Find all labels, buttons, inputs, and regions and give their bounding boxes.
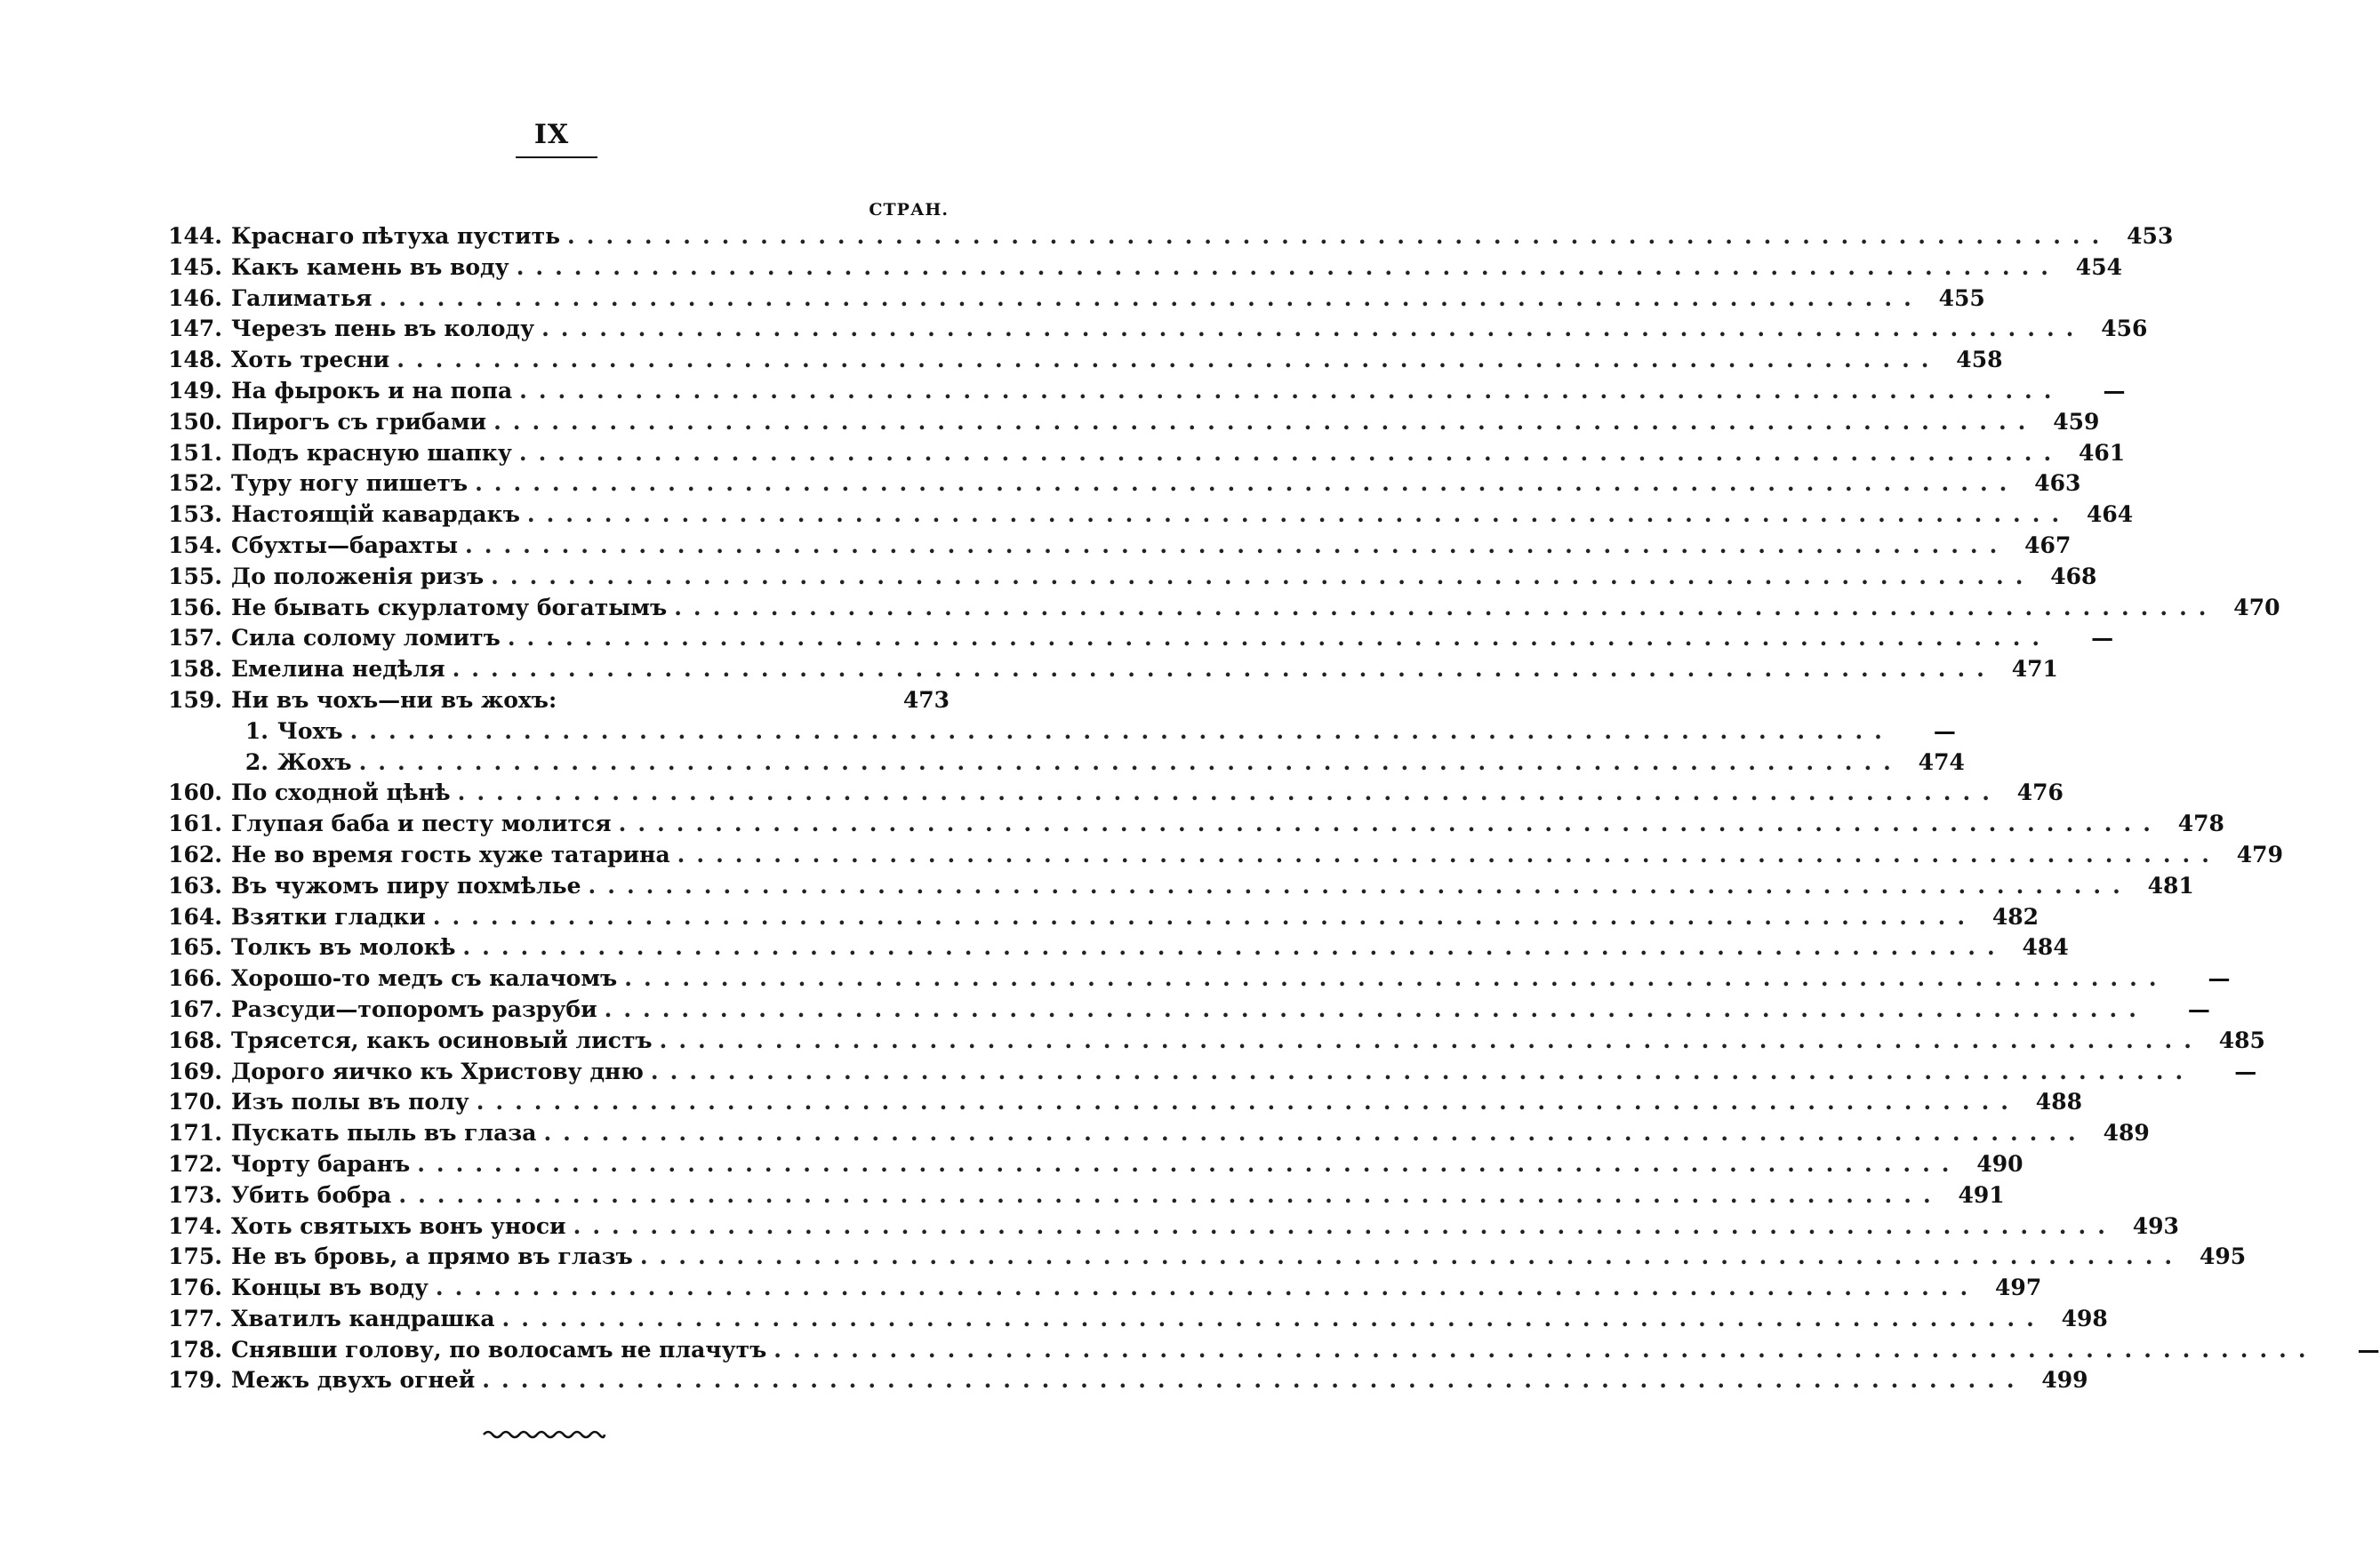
toc-subentry-159-2 (160, 748, 1965, 779)
toc-entry-155 (160, 562, 2097, 593)
entry-number: 149. (168, 377, 222, 404)
dot-leader: ................................................................................ (435, 1275, 1980, 1301)
toc-entry-178 (160, 1335, 2380, 1366)
toc-entry-166 (160, 963, 2231, 995)
toc-entry-156 (160, 593, 2280, 624)
entry-number: 145. (168, 253, 222, 280)
entry-title: Емелина недѣля (231, 656, 445, 683)
entry-number: 1. (244, 717, 268, 744)
entry-title: Пускать пыль въ глаза (231, 1120, 537, 1147)
entry-number: 151. (168, 439, 222, 466)
dot-leader: ................................................................................ (349, 717, 1894, 744)
entry-page: 459 (2053, 408, 2100, 435)
toc-entry-176 (160, 1273, 2042, 1304)
entry-title: Хоть тресни (231, 347, 390, 373)
entry-title: Не во время гость хуже татарина (231, 841, 670, 867)
dot-leader: ................................................................................ (398, 1181, 1943, 1208)
toc-subentry-159-1 (160, 716, 1956, 748)
dot-leader: ................................................................................ (507, 625, 2052, 652)
entry-number: 171. (168, 1120, 222, 1147)
entry-page: 456 (2101, 316, 2148, 342)
entry-number: 174. (168, 1212, 222, 1239)
entry-number: 175. (168, 1243, 222, 1270)
entry-number: 165. (168, 934, 222, 961)
entry-number: 154. (168, 532, 222, 558)
page-column-label: СТРАН. (869, 200, 949, 220)
entry-page: 470 (2233, 594, 2280, 620)
entry-title: Толкъ въ молокѣ (231, 934, 456, 961)
entry-title: На фырокъ и на попа (231, 377, 513, 404)
entry-number: 161. (168, 811, 222, 837)
wavy-ornament-icon (482, 1426, 606, 1443)
entry-page: 497 (1995, 1275, 2042, 1301)
entry-page: 491 (1958, 1181, 2005, 1208)
entry-title: Убить бобра (231, 1181, 392, 1208)
toc-entry-149 (160, 376, 2126, 407)
entry-title: Снявши голову, по волосамъ не плачутъ (231, 1336, 767, 1363)
entry-number: 179. (168, 1367, 222, 1394)
dot-leader: ................................................................................ (491, 563, 2035, 589)
toc-entry-174 (160, 1211, 2179, 1243)
entry-page: — (2357, 1336, 2380, 1363)
entry-title: Разсуди—топоромъ разруби (231, 995, 597, 1022)
entry-page: 468 (2050, 563, 2097, 589)
entry-page: 495 (2199, 1243, 2247, 1270)
entry-title: Не бывать скурлатому богатымъ (231, 594, 668, 620)
entry-title: До положенія ризъ (231, 563, 485, 589)
entry-page: 463 (2034, 470, 2081, 497)
dot-leader: ................................................................................ (639, 1243, 2184, 1270)
dot-leader: ................................................................................ (417, 1150, 1961, 1177)
dot-leader: ................................................................................ (519, 377, 2063, 404)
entry-title: Настоящій кавардакъ (231, 501, 520, 528)
entry-page: 479 (2236, 841, 2283, 867)
entry-number: 146. (168, 284, 222, 311)
toc-entry-145 (160, 252, 2122, 284)
dot-leader: ................................................................................ (358, 748, 1903, 775)
entry-title: Хоть святыхъ вонъ уноси (231, 1212, 566, 1239)
dot-leader: ................................................................................ (493, 408, 2038, 435)
entry-title: Хватилъ кандрашка (231, 1305, 495, 1331)
entry-page: 489 (2103, 1120, 2150, 1147)
entry-number: 164. (168, 903, 222, 930)
entry-title: Дорого яичко къ Христову дню (231, 1058, 644, 1084)
entry-page: 485 (2218, 1027, 2265, 1053)
dot-leader: ................................................................................ (624, 965, 2168, 992)
dot-leader: ................................................................................ (677, 841, 2221, 867)
dot-leader: ................................................................................ (462, 934, 2007, 961)
entry-title: Краснаго пѣтуха пустить (231, 223, 561, 249)
toc-entry-153 (160, 500, 2134, 531)
toc-entry-151 (160, 438, 2126, 469)
entry-number: 156. (168, 594, 222, 620)
entry-number: 170. (168, 1089, 222, 1115)
toc-entry-167 (160, 995, 2210, 1026)
entry-number: 152. (168, 470, 222, 497)
dot-leader: ................................................................................ (397, 347, 1941, 373)
entry-page: 484 (2022, 934, 2069, 961)
entry-title: Глупая баба и песту молится (231, 811, 612, 837)
entry-title: Межъ двухъ огней (231, 1367, 476, 1394)
entry-page: — (2208, 965, 2231, 992)
dot-leader: ................................................................................ (432, 903, 1977, 930)
entry-page: 476 (2016, 780, 2063, 806)
entry-page: 454 (2075, 253, 2122, 280)
toc-entry-177 (160, 1304, 2108, 1335)
entry-page: 458 (1956, 347, 2003, 373)
entry-number: 153. (168, 501, 222, 528)
entry-title: Черезъ пень въ колоду (231, 316, 535, 342)
entry-number: 168. (168, 1027, 222, 1053)
toc-entry-163 (160, 871, 2194, 902)
page-number: IX (533, 119, 570, 150)
entry-page: 467 (2024, 532, 2071, 558)
entry-number: 144. (168, 223, 222, 249)
entry-number: 158. (168, 656, 222, 683)
entry-page: 455 (1938, 284, 1985, 311)
entry-title: Жохъ (277, 748, 352, 775)
entry-page: 498 (2061, 1305, 2108, 1331)
table-of-contents (160, 221, 2380, 1396)
entry-title: Чохъ (277, 717, 343, 744)
entry-number: 167. (168, 995, 222, 1022)
entry-title: Какъ камень въ воду (231, 253, 509, 280)
entry-page: — (2103, 377, 2126, 404)
entry-number: 178. (168, 1336, 222, 1363)
dot-leader: ................................................................................ (604, 995, 2148, 1022)
dot-leader: ................................................................................ (588, 872, 2132, 899)
toc-entry-171 (160, 1118, 2150, 1149)
entry-title: Туру ногу пишетъ (231, 470, 469, 497)
entry-page: 488 (2035, 1089, 2082, 1115)
toc-entry-154 (160, 531, 2071, 562)
toc-entry-175 (160, 1242, 2247, 1273)
dot-leader: ................................................................................ (543, 1120, 2088, 1147)
entry-page: 499 (2041, 1367, 2088, 1394)
toc-entry-172 (160, 1149, 2023, 1180)
dot-leader: ................................................................................ (567, 223, 2112, 249)
entry-number: 162. (168, 841, 222, 867)
dot-leader: ................................................................................ (573, 1212, 2117, 1239)
entry-number: 173. (168, 1181, 222, 1208)
entry-number: 150. (168, 408, 222, 435)
dot-leader: ................................................................................ (457, 780, 2001, 806)
toc-entry-147 (160, 314, 2148, 345)
entry-title: Галиматья (231, 284, 373, 311)
toc-entry-161 (160, 809, 2224, 840)
toc-entry-152 (160, 468, 2081, 500)
entry-number: 160. (168, 780, 222, 806)
dot-leader: ................................................................................ (465, 532, 2009, 558)
entry-title: Концы въ воду (231, 1275, 429, 1301)
entry-page: 481 (2147, 872, 2194, 899)
toc-entry-148 (160, 345, 2003, 376)
dot-leader: ................................................................................ (379, 284, 1923, 311)
entry-page: — (2234, 1058, 2257, 1084)
toc-entry-160 (160, 778, 2063, 809)
entry-page: 482 (1991, 903, 2039, 930)
dot-leader: ................................................................................ (618, 811, 2162, 837)
entry-page: 464 (2086, 501, 2134, 528)
toc-entry-162 (160, 840, 2283, 871)
toc-entry-150 (160, 407, 2100, 438)
toc-entry-164 (160, 902, 2039, 933)
entry-title: Подъ красную шапку (231, 439, 512, 466)
entry-page: 453 (2127, 223, 2174, 249)
toc-entry-157 (160, 623, 2114, 654)
entry-page: — (1933, 717, 1956, 744)
entry-page: 473 (902, 686, 950, 713)
entry-number: 2. (244, 748, 268, 775)
dot-leader: ................................................................................ (659, 1027, 2203, 1053)
entry-number: 163. (168, 872, 222, 899)
entry-page: 474 (1918, 748, 1965, 775)
dot-leader: ................................................................................ (773, 1336, 2318, 1363)
page-number-underline (516, 156, 597, 158)
toc-entry-158 (160, 654, 2058, 685)
entry-number: 166. (168, 965, 222, 992)
entry-title: По сходной цѣнѣ (231, 780, 451, 806)
entry-number: 155. (168, 563, 222, 589)
toc-entry-169 (160, 1057, 2257, 1088)
dot-leader: ................................................................................ (482, 1367, 2026, 1394)
toc-entry-146 (160, 284, 1985, 315)
entry-title: Изъ полы въ полу (231, 1089, 469, 1115)
entry-page: 490 (1976, 1150, 2023, 1177)
entry-number: 177. (168, 1305, 222, 1331)
toc-entry-168 (160, 1026, 2265, 1057)
entry-title: Сила солому ломитъ (231, 625, 501, 652)
entry-page: 478 (2177, 811, 2224, 837)
toc-entry-165 (160, 932, 2069, 963)
entry-page: — (2187, 995, 2210, 1022)
entry-title: Въ чужомъ пиру похмѣлье (231, 872, 581, 899)
dot-leader: ................................................................................ (526, 501, 2071, 528)
entry-page: 461 (2078, 439, 2126, 466)
entry-number: 176. (168, 1275, 222, 1301)
entry-number: 172. (168, 1150, 222, 1177)
entry-title: Трясется, какъ осиновый листъ (231, 1027, 653, 1053)
entry-page: 493 (2132, 1212, 2179, 1239)
dot-leader: ................................................................................ (674, 594, 2218, 620)
dot-leader: ................................................................................ (650, 1058, 2195, 1084)
dot-leader: ................................................................................ (518, 439, 2063, 466)
entry-number: 148. (168, 347, 222, 373)
dot-leader: ................................................................................ (516, 253, 2060, 280)
entry-number: 147. (168, 316, 222, 342)
entry-title: Ни въ чохъ—ни въ жохъ: (231, 686, 557, 713)
entry-title: Не въ бровь, а прямо въ глазъ (231, 1243, 633, 1270)
dot-leader: ................................................................................ (452, 656, 1996, 683)
dot-leader: ................................................................................ (501, 1305, 2046, 1331)
toc-entry-144 (160, 221, 2174, 252)
entry-title: Взятки гладки (231, 903, 426, 930)
entry-number: 157. (168, 625, 222, 652)
toc-entry-173 (160, 1180, 2005, 1211)
toc-entry-159 (160, 685, 950, 716)
entry-page: 471 (2011, 656, 2058, 683)
toc-entry-179 (160, 1365, 2088, 1396)
entry-title: Пирогъ съ грибами (231, 408, 487, 435)
entry-number: 169. (168, 1058, 222, 1084)
entry-title: Чорту баранъ (231, 1150, 411, 1177)
entry-title: Сбухты—барахты (231, 532, 459, 558)
toc-entry-170 (160, 1087, 2082, 1118)
dot-leader: ................................................................................ (541, 316, 2086, 342)
dot-leader: ................................................................................ (476, 1089, 2020, 1115)
dot-leader: ................................................................................ (475, 470, 2019, 497)
entry-title: Хорошо-то медъ съ калачомъ (231, 965, 618, 992)
entry-page: — (2091, 625, 2114, 652)
entry-number: 159. (168, 686, 222, 713)
